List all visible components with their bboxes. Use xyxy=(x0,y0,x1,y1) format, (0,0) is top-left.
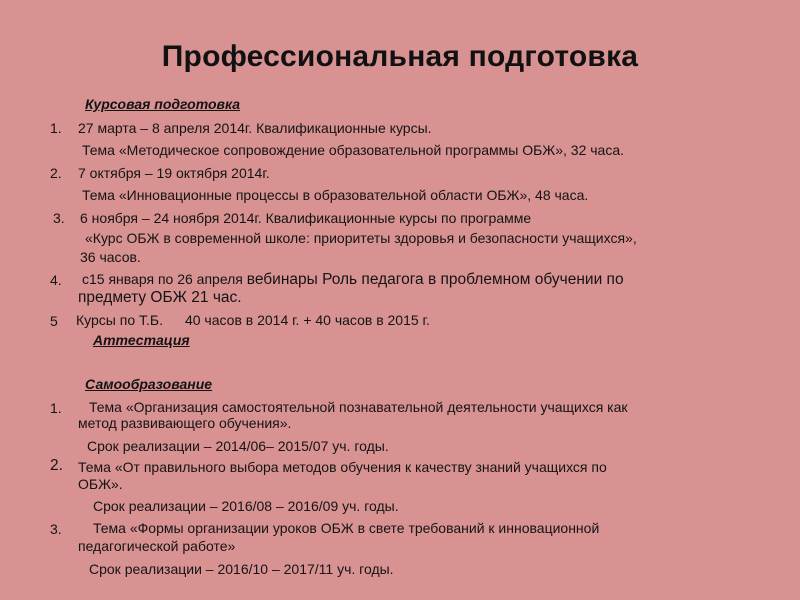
self-item-3-number: 3. xyxy=(50,521,62,537)
course-item-4-line1 xyxy=(82,271,624,288)
course-item-4-line2: предмету ОБЖ 21 час. xyxy=(78,289,242,306)
course-item-2-number: 2. xyxy=(50,165,62,181)
course-item-3-line3: 36 часов. xyxy=(80,249,141,265)
course-item-5-number: 5 xyxy=(50,313,58,329)
course-item-1-number: 1. xyxy=(50,120,62,136)
self-item-2-line2: ОБЖ». xyxy=(78,476,123,492)
course-item-3-line1: 6 ноября – 24 ноября 2014г. Квалификационные курсы по программе xyxy=(80,210,532,226)
course-heading: Курсовая подготовка xyxy=(85,96,241,112)
self-item-1-line3: Срок реализации – 2014/06– 2015/07 уч. годы. xyxy=(87,438,389,454)
course-item-1-line2: Тема «Методическое сопровождение образовательной программы ОБЖ», 32 часа. xyxy=(82,142,624,158)
self-item-3-line3: Срок реализации – 2016/10 – 2017/11 уч. годы. xyxy=(89,561,394,577)
self-item-2-number: 2. xyxy=(50,457,63,474)
attestation-heading: Аттестация xyxy=(93,332,190,348)
self-item-1-line2: метод развивающего обучения». xyxy=(78,415,292,431)
course-item-3-line2: «Курс ОБЖ в современной школе: приоритеты здоровья и безопасности учащихся», xyxy=(85,230,637,246)
course-item-5-line1 xyxy=(76,312,430,328)
self-item-3-line1: Тема «Формы организации уроков ОБЖ в свете требований к инновационной xyxy=(93,520,600,536)
course-item-2-line1: 7 октября – 19 октября 2014г. xyxy=(78,165,270,181)
course-item-3-number: 3. xyxy=(53,210,65,226)
self-item-2-line1: Тема «От правильного выбора методов обучения к качеству знаний учащихся по xyxy=(78,459,607,475)
course-item-5-title: Курсы по Т.Б. xyxy=(76,312,163,328)
course-item-1-line1: 27 марта – 8 апреля 2014г. Квалификационные курсы. xyxy=(78,120,432,136)
slide-title: Профессиональная подготовка xyxy=(161,40,639,73)
course-item-4-number: 4. xyxy=(50,272,62,288)
self-item-2-line3: Срок реализации – 2016/08 – 2016/09 уч. годы. xyxy=(93,498,399,514)
self-item-1-number: 1. xyxy=(50,400,62,416)
self-education-heading: Самообразование xyxy=(85,376,213,392)
self-item-3-line2: педагогической работе» xyxy=(78,538,236,554)
course-item-2-line2: Тема «Инновационные процессы в образовательной области ОБЖ», 48 часа. xyxy=(82,187,589,203)
course-item-4-topic: вебинары Роль педагога в проблемном обучении по xyxy=(246,271,624,288)
course-item-4-dates: с15 января по 26 апреля xyxy=(82,271,247,287)
course-item-5-hours: 40 часов в 2014 г. + 40 часов в 2015 г. xyxy=(184,312,430,328)
self-item-1-line1: Тема «Организация самостоятельной познавательной деятельности учащихся как xyxy=(89,399,628,415)
